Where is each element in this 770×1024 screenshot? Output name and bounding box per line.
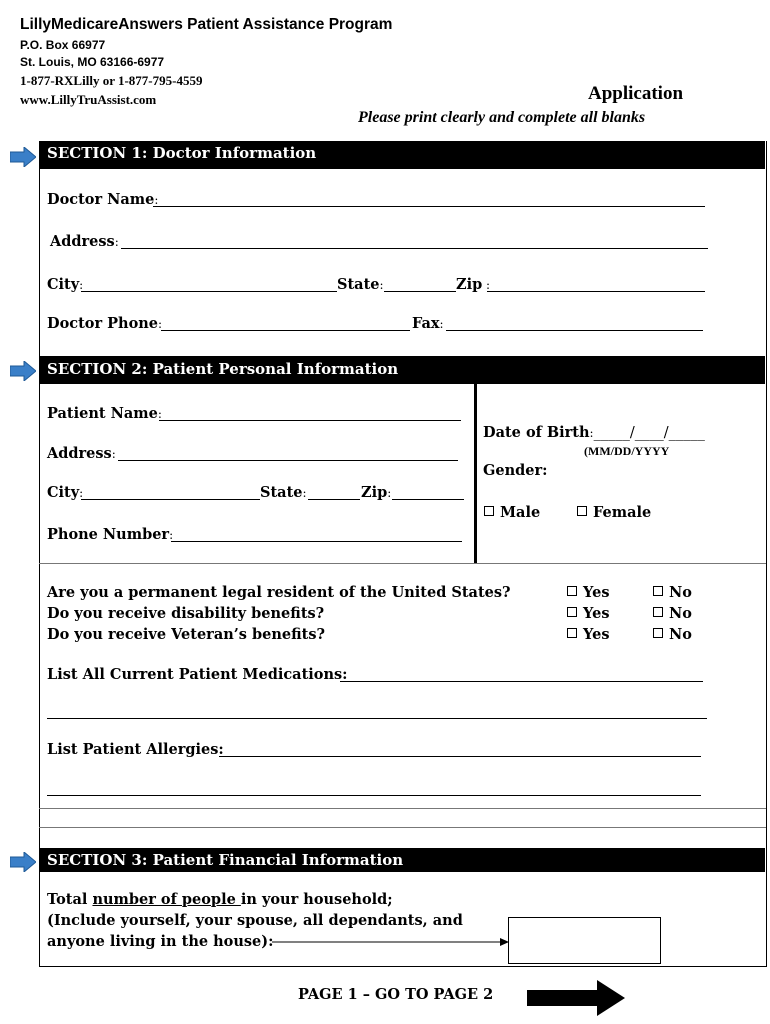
medications-input-line-2[interactable] [47, 718, 707, 719]
address-line-2: St. Louis, MO 63166-6977 [20, 55, 165, 69]
application-title: Application [588, 83, 684, 104]
question-veteran: Do you receive Veteran’s benefits? [47, 626, 326, 643]
patient-name-label: Patient Name: [47, 405, 162, 422]
doctor-fax-input[interactable] [446, 330, 703, 331]
legal-resident-no[interactable]: No [653, 584, 692, 601]
household-label-line-3: anyone living in the house): [47, 933, 274, 950]
patient-state-input[interactable] [308, 499, 360, 500]
section2-header [39, 356, 765, 384]
doctor-state-input[interactable] [384, 291, 456, 292]
patient-address-input[interactable] [118, 460, 458, 461]
patient-state-label: State: [260, 484, 307, 501]
question-legal-resident: Are you a permanent legal resident of the United States? [47, 584, 511, 601]
doctor-state-label: State: [337, 276, 384, 293]
checkbox-icon[interactable] [567, 586, 577, 596]
checkbox-icon[interactable] [653, 586, 663, 596]
checkbox-icon[interactable] [653, 607, 663, 617]
doctor-zip-label: Zip : [456, 276, 491, 293]
household-count-input[interactable] [508, 917, 661, 964]
dob-input[interactable]: _____/____/_____ [593, 425, 705, 441]
page-footer: PAGE 1 – GO TO PAGE 2 [298, 986, 494, 1003]
dob-format: (MM/DD/YYYY [584, 444, 670, 458]
section2-title: SECTION 2: Patient Personal Information [47, 360, 399, 378]
pointer-line-arrow-icon [272, 936, 510, 948]
section2-rule [39, 563, 766, 564]
section3-header [39, 848, 765, 872]
next-page-arrow-icon [527, 980, 625, 1016]
male-checkbox[interactable] [484, 506, 494, 516]
section1-title: SECTION 1: Doctor Information [47, 144, 317, 162]
patient-address-label: Address: [47, 445, 116, 462]
dob-label: Date of Birth:_____/____/_____ [483, 424, 705, 441]
section3-title: SECTION 3: Patient Financial Information [47, 851, 404, 869]
gender-male-option[interactable]: Male [484, 504, 540, 521]
checkbox-icon[interactable] [567, 607, 577, 617]
doctor-city-label: City: [47, 276, 84, 293]
patient-zip-input[interactable] [392, 499, 464, 500]
application-subtitle: Please print clearly and complete all blanks [358, 109, 646, 126]
doctor-phone-label: Doctor Phone: [47, 315, 163, 332]
section2-divider [474, 384, 477, 563]
patient-city-input[interactable] [81, 499, 260, 500]
patient-zip-label: Zip: [361, 484, 392, 501]
pointer-arrow-icon [10, 361, 36, 381]
doctor-city-input[interactable] [81, 291, 337, 292]
pointer-arrow-icon [10, 852, 36, 872]
medications-input[interactable] [340, 681, 703, 682]
phone-line: 1-877-RXLilly or 1-877-795-4559 [20, 73, 203, 88]
veteran-no[interactable]: No [653, 626, 692, 643]
doctor-fax-label: Fax: [412, 315, 444, 332]
pointer-arrow-icon [10, 147, 36, 167]
female-checkbox[interactable] [577, 506, 587, 516]
veteran-yes[interactable]: Yes [567, 626, 609, 643]
medications-label: List All Current Patient Medications: [47, 666, 348, 683]
section1-header [39, 141, 765, 169]
allergies-label: List Patient Allergies: [47, 741, 224, 758]
allergies-input-line-2[interactable] [47, 795, 701, 796]
doctor-zip-input[interactable] [487, 291, 705, 292]
gender-label: Gender: [483, 462, 548, 479]
doctor-phone-input[interactable] [161, 330, 410, 331]
household-label-line-2: (Include yourself, your spouse, all dependants, and [47, 912, 463, 929]
program-name: LillyMedicareAnswers Patient Assistance Program [20, 16, 393, 33]
website: www.LillyTruAssist.com [20, 92, 157, 107]
doctor-address-input[interactable] [121, 248, 708, 249]
disability-no[interactable]: No [653, 605, 692, 622]
doctor-name-label: Doctor Name: [47, 191, 159, 208]
patient-phone-input[interactable] [171, 541, 462, 542]
doctor-name-input[interactable] [153, 206, 705, 207]
disability-yes[interactable]: Yes [567, 605, 609, 622]
gender-female-option[interactable]: Female [577, 504, 651, 521]
address-line-1: P.O. Box 66977 [20, 38, 106, 52]
checkbox-icon[interactable] [567, 628, 577, 638]
household-label-line-1: Total number of people in your household; [47, 891, 393, 908]
legal-resident-yes[interactable]: Yes [567, 584, 609, 601]
patient-city-label: City: [47, 484, 84, 501]
checkbox-icon[interactable] [653, 628, 663, 638]
question-disability: Do you receive disability benefits? [47, 605, 325, 622]
doctor-address-label: Address: [50, 233, 119, 250]
section2-rule [39, 827, 766, 828]
allergies-input[interactable] [219, 756, 701, 757]
section2-rule [39, 808, 766, 809]
patient-phone-label: Phone Number: [47, 526, 174, 543]
patient-name-input[interactable] [159, 420, 461, 421]
